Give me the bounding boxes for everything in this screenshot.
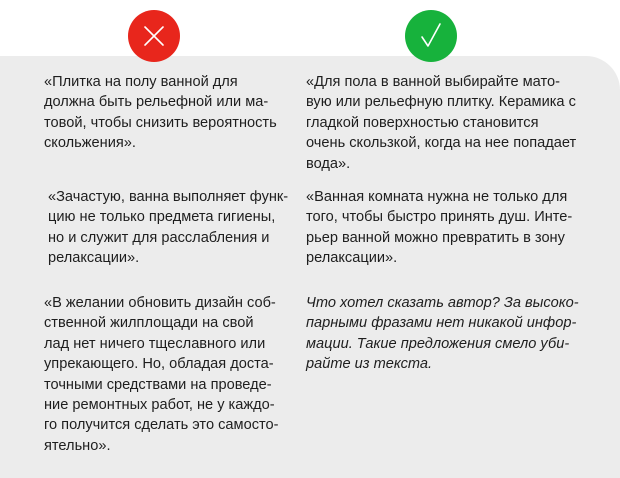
right-example-2: «Ванная комната нужна не только для того, чтобы быстро принять душ. Инте- рьер ванной можно превратить в зону релаксации». <box>306 189 573 267</box>
wrong-example-3: «В желании обновить дизайн соб- ственной жилплощади на свой лад нет ничего тщеславного или упрекающего. Но, обладая доста- точными средствами на проведе- ние ремонтных работ, не у каждо- го получится сделать это самосто- ятельно». <box>44 295 279 454</box>
right-marker <box>405 10 457 62</box>
wrong-example-1: «Плитка на полу ванной для должна быть рельефной или ма- товой, чтобы снизить вероятность скольжения». <box>44 74 277 152</box>
wrong-marker <box>128 10 180 62</box>
checkmark-icon <box>405 10 457 62</box>
right-example-1: «Для пола в ванной выбирайте мато- вую или рельефную плитку. Керамика с гладкой поверхностью становится очень скользкой, когда на нее попадает вода». <box>306 74 577 172</box>
right-example-3: Что хотел сказать автор? За высоко- парными фразами нет никакой инфор- мации. Такие предложения смело уби- райте из текста. <box>306 295 579 373</box>
wrong-example-2: «Зачастую, ванна выполняет функ- цию не только предмета гигиены, но и служит для расслабления и релаксации». <box>48 189 289 267</box>
cross-icon <box>128 10 180 62</box>
